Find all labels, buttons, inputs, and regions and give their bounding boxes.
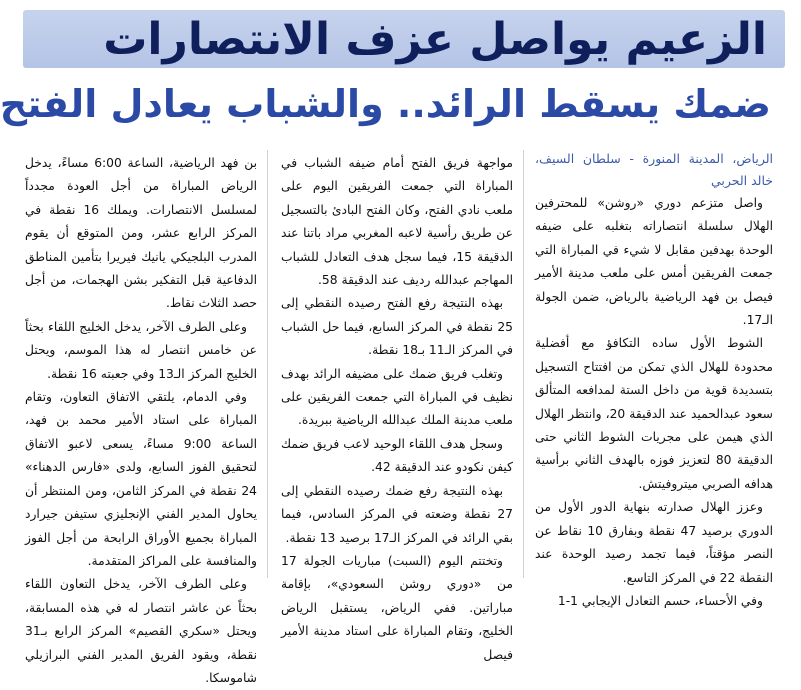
paragraph: بهذه النتيجة رفع الفتح رصيده النقطي إلى 25 نقطة في المركز السابع، فيما حل الشباب في المركز الـ11 بـ18 نقطة. (281, 296, 513, 358)
paragraph: وعزز الهلال صدارته بنهاية الدور الأول من الدوري برصيد 47 نقطة وبفارق 10 نقاط عن النصر مؤقتاً، فيما تجمد رصيد الوحدة عند النقطة 22 في المركز التاسع. (535, 500, 773, 585)
subheadline: ضمك يسقط الرائد.. والشباب يعادل الفتح (0, 82, 771, 126)
paragraph: وسجل هدف اللقاء الوحيد لاعب فريق ضمك كيفن نكودو عند الدقيقة 42. (281, 436, 513, 475)
paragraph: وتختتم اليوم (السبت) مباريات الجولة 17 من «دوري روشن السعودي»، بإقامة مباراتين. ففي الرياض، يستقبل الرياض الخليج، وتقام المباراة على استاد مدينة الأمير فيصل (281, 553, 513, 662)
paragraph: بن فهد الرياضية، الساعة 6:00 مساءً، يدخل الرياض المباراة من أجل العودة مجدداً لمسلسل الانتصارات. ويملك 16 نقطة في المركز الرابع عشر، ومن المتوقع أن يقوم المدرب البلجيكي يانيك فيريرا بتأمين المناطق الدفاعية قبل التفكير بشن الهجمات، من أجل حصد الثلاث نقاط. (25, 156, 257, 311)
article-column-3 (25, 152, 257, 685)
paragraph: وتغلب فريق ضمك على مضيفه الرائد بهدف نظيف في المباراة التي جمعت الفريقين على ملعب مدينة الملك عبدالله الرياضية ببريدة. (281, 366, 513, 428)
byline: الرياض، المدينة المنورة - سلطان السيف، خالد الحربي (535, 151, 773, 188)
paragraph: وفي الأحساء، حسم التعادل الإيجابي 1-1 (557, 593, 763, 608)
paragraph: واصل متزعم دوري «روشن» للمحترفين الهلال سلسلة انتصاراته بتغلبه على ضيفه الوحدة بهدفين مقابل لا شيء في المباراة التي جمعت الفريقين أمس على ملعب مدينة الأمير فيصل بن فهد الرياضية بالرياض، ضمن الجولة الـ17. (535, 196, 773, 328)
paragraph: وفي الدمام، يلتقي الاتفاق التعاون، وتقام المباراة على استاد الأمير محمد بن فهد، الساعة 9:00 مساءً، يسعى لاعبو الاتفاق لتحقيق الفوز السابع، ولدى «فارس الدهناء» 24 نقطة في المركز الثامن، ومن المنتظر أن يحاول المدير الفني الإنجليزي ستيفن جيرارد المباراة بجميع الأوراق الرابحة من أجل الفوز والمنافسة على المراكز المتقدمة. (25, 390, 257, 568)
paragraph: وعلى الطرف الآخر، يدخل التعاون اللقاء بحثاً عن عاشر انتصار له في هذه المسابقة، ويحتل «سكري القصيم» المركز الرابع بـ31 نقطة، ويقود الفريق المدير الفني البرازيلي شاموسكا. (25, 577, 257, 685)
paragraph: الشوط الأول ساده التكافؤ مع أفضلية محدودة للهلال الذي تمكن من افتتاح التسجيل بتسديدة قوية من داخل الستة لمدافعه المتألق سعود عبدالحميد عند الدقيقة 20، وانتظر الهلال الذي هيمن على مجريات الشوط الثاني حتى الدقيقة 80 لتعزيز فوزه بالهدف الثاني برأسية هدافه الصربي ميتروفيتش. (535, 336, 773, 491)
column-divider (523, 150, 524, 578)
article-column-2 (281, 152, 513, 662)
paragraph: بهذه النتيجة رفع ضمك رصيده النقطي إلى 27 نقطة وضعته في المركز السادس، فيما بقي الرائد في المركز الـ17 برصيد 13 نقطة. (281, 483, 513, 545)
paragraph: وعلى الطرف الآخر، يدخل الخليج اللقاء بحثاً عن خامس انتصار له هذا الموسم، ويحتل الخليج المركز الـ13 وفي جعبته 16 نقطة. (25, 319, 257, 381)
column-divider (267, 150, 268, 578)
article-column-1 (535, 148, 773, 608)
paragraph: مواجهة فريق الفتح أمام ضيفه الشباب في المباراة التي جمعت الفريقين اليوم على ملعب نادي الفتح، وكان الفتح البادئ بالتسجيل عن طريق رأسية لاعبه المغربي مراد باتنا عند الدقيقة 15، فيما سجل هدف التعادل للشباب المهاجم عبدالله رديف عند الدقيقة 58. (281, 156, 513, 288)
headline: الزعيم يواصل عزف الانتصارات (103, 13, 767, 65)
